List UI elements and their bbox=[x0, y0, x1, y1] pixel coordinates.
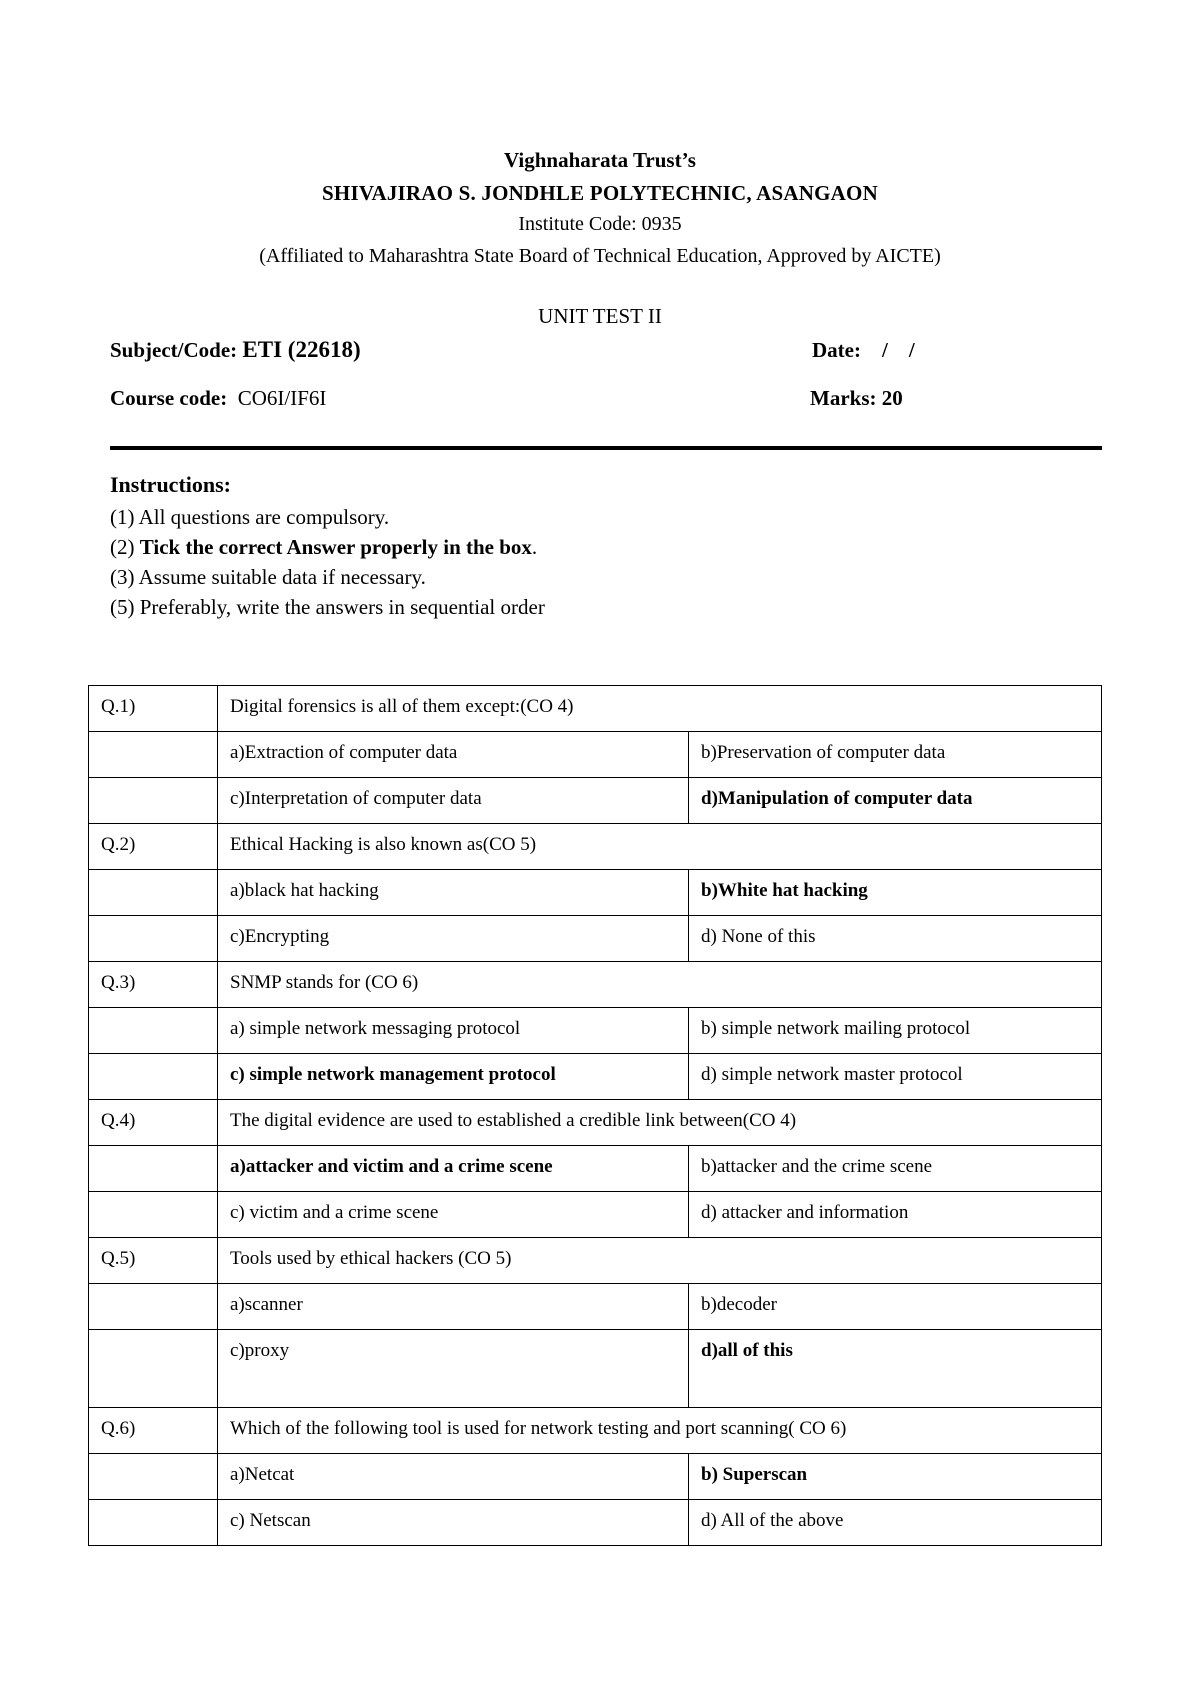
option-row bbox=[89, 1454, 1102, 1500]
option-a[interactable]: a)Extraction of computer data bbox=[218, 732, 689, 778]
instruction-suffix: . bbox=[531, 535, 538, 559]
college-name: SHIVAJIRAO S. JONDHLE POLYTECHNIC, ASANGAON bbox=[322, 181, 878, 205]
instructions-list bbox=[110, 502, 545, 622]
option-row bbox=[89, 1146, 1102, 1192]
subject-value: ETI (22618) bbox=[242, 337, 361, 362]
empty-cell bbox=[89, 1500, 218, 1546]
instruction-item: (5) Preferably, write the answers in sequential order bbox=[110, 595, 545, 619]
empty-cell bbox=[89, 1146, 218, 1192]
option-b-answer[interactable]: b) Superscan bbox=[689, 1454, 1102, 1500]
option-c[interactable]: c) Netscan bbox=[218, 1500, 689, 1546]
option-b[interactable]: b)attacker and the crime scene bbox=[689, 1146, 1102, 1192]
option-c[interactable]: c)Encrypting bbox=[218, 916, 689, 962]
option-c[interactable]: c) victim and a crime scene bbox=[218, 1192, 689, 1238]
option-b[interactable]: b) simple network mailing protocol bbox=[689, 1008, 1102, 1054]
option-b-answer[interactable]: b)White hat hacking bbox=[689, 870, 1102, 916]
option-row bbox=[89, 1330, 1102, 1408]
option-a-answer[interactable]: a)attacker and victim and a crime scene bbox=[218, 1146, 689, 1192]
empty-cell bbox=[89, 778, 218, 824]
option-d-answer[interactable]: d)all of this bbox=[689, 1330, 1102, 1408]
empty-cell bbox=[89, 870, 218, 916]
question-number: Q.6) bbox=[89, 1408, 218, 1454]
question-number: Q.4) bbox=[89, 1100, 218, 1146]
question-row bbox=[89, 1100, 1102, 1146]
subject-label: Subject/Code: bbox=[110, 338, 238, 362]
option-row bbox=[89, 732, 1102, 778]
question-text: Ethical Hacking is also known as(CO 5) bbox=[218, 824, 1102, 870]
date-value: / / bbox=[881, 338, 915, 362]
option-a[interactable]: a) simple network messaging protocol bbox=[218, 1008, 689, 1054]
empty-cell bbox=[89, 1008, 218, 1054]
trust-name: Vighnaharata Trust’s bbox=[504, 148, 696, 172]
course-label: Course code: bbox=[110, 386, 228, 410]
option-row bbox=[89, 916, 1102, 962]
date-line bbox=[812, 338, 915, 363]
option-c-answer[interactable]: c) simple network management protocol bbox=[218, 1054, 689, 1100]
empty-cell bbox=[89, 1330, 218, 1408]
question-number: Q.5) bbox=[89, 1238, 218, 1284]
instructions-title: Instructions: bbox=[110, 472, 232, 497]
empty-cell bbox=[89, 1054, 218, 1100]
option-row bbox=[89, 870, 1102, 916]
option-c[interactable]: c)Interpretation of computer data bbox=[218, 778, 689, 824]
divider-line bbox=[110, 446, 1102, 450]
empty-cell bbox=[89, 916, 218, 962]
marks: Marks: 20 bbox=[810, 386, 903, 410]
course-line bbox=[110, 386, 326, 411]
question-row bbox=[89, 1238, 1102, 1284]
empty-cell bbox=[89, 1192, 218, 1238]
instruction-bold: Tick the correct Answer properly in the box bbox=[139, 535, 532, 559]
option-row bbox=[89, 1284, 1102, 1330]
test-title: UNIT TEST II bbox=[538, 304, 662, 328]
option-d[interactable]: d) attacker and information bbox=[689, 1192, 1102, 1238]
question-row bbox=[89, 686, 1102, 732]
question-row bbox=[89, 824, 1102, 870]
option-a[interactable]: a)Netcat bbox=[218, 1454, 689, 1500]
option-d[interactable]: d) simple network master protocol bbox=[689, 1054, 1102, 1100]
instruction-item: (1) All questions are compulsory. bbox=[110, 505, 390, 529]
option-a[interactable]: a)black hat hacking bbox=[218, 870, 689, 916]
option-row bbox=[89, 1054, 1102, 1100]
question-text: Which of the following tool is used for network testing and port scanning( CO 6) bbox=[218, 1408, 1102, 1454]
question-text: Tools used by ethical hackers (CO 5) bbox=[218, 1238, 1102, 1284]
question-number: Q.1) bbox=[89, 686, 218, 732]
course-value: CO6I/IF6I bbox=[237, 386, 327, 410]
empty-cell bbox=[89, 732, 218, 778]
option-d[interactable]: d) None of this bbox=[689, 916, 1102, 962]
date-label: Date: bbox=[812, 338, 861, 362]
option-row bbox=[89, 778, 1102, 824]
option-row bbox=[89, 1500, 1102, 1546]
empty-cell bbox=[89, 1454, 218, 1500]
question-text: Digital forensics is all of them except:(CO 4) bbox=[218, 686, 1102, 732]
institute-code: Institute Code: 0935 bbox=[518, 213, 682, 235]
instruction-prefix: (2) bbox=[110, 535, 140, 559]
option-row bbox=[89, 1192, 1102, 1238]
question-table bbox=[88, 685, 1102, 1546]
instruction-item: (3) Assume suitable data if necessary. bbox=[110, 565, 426, 589]
question-text: The digital evidence are used to established a credible link between(CO 4) bbox=[218, 1100, 1102, 1146]
option-row bbox=[89, 1008, 1102, 1054]
question-text: SNMP stands for (CO 6) bbox=[218, 962, 1102, 1008]
empty-cell bbox=[89, 1284, 218, 1330]
question-number: Q.3) bbox=[89, 962, 218, 1008]
affiliation: (Affiliated to Maharashtra State Board of Technical Education, Approved by AICTE) bbox=[259, 245, 941, 267]
instruction-item bbox=[110, 532, 545, 562]
option-d-answer[interactable]: d)Manipulation of computer data bbox=[689, 778, 1102, 824]
option-b[interactable]: b)decoder bbox=[689, 1284, 1102, 1330]
option-c[interactable]: c)proxy bbox=[218, 1330, 689, 1408]
option-d[interactable]: d) All of the above bbox=[689, 1500, 1102, 1546]
question-number: Q.2) bbox=[89, 824, 218, 870]
subject-line bbox=[110, 337, 361, 363]
option-b[interactable]: b)Preservation of computer data bbox=[689, 732, 1102, 778]
question-row bbox=[89, 962, 1102, 1008]
question-row bbox=[89, 1408, 1102, 1454]
option-a[interactable]: a)scanner bbox=[218, 1284, 689, 1330]
